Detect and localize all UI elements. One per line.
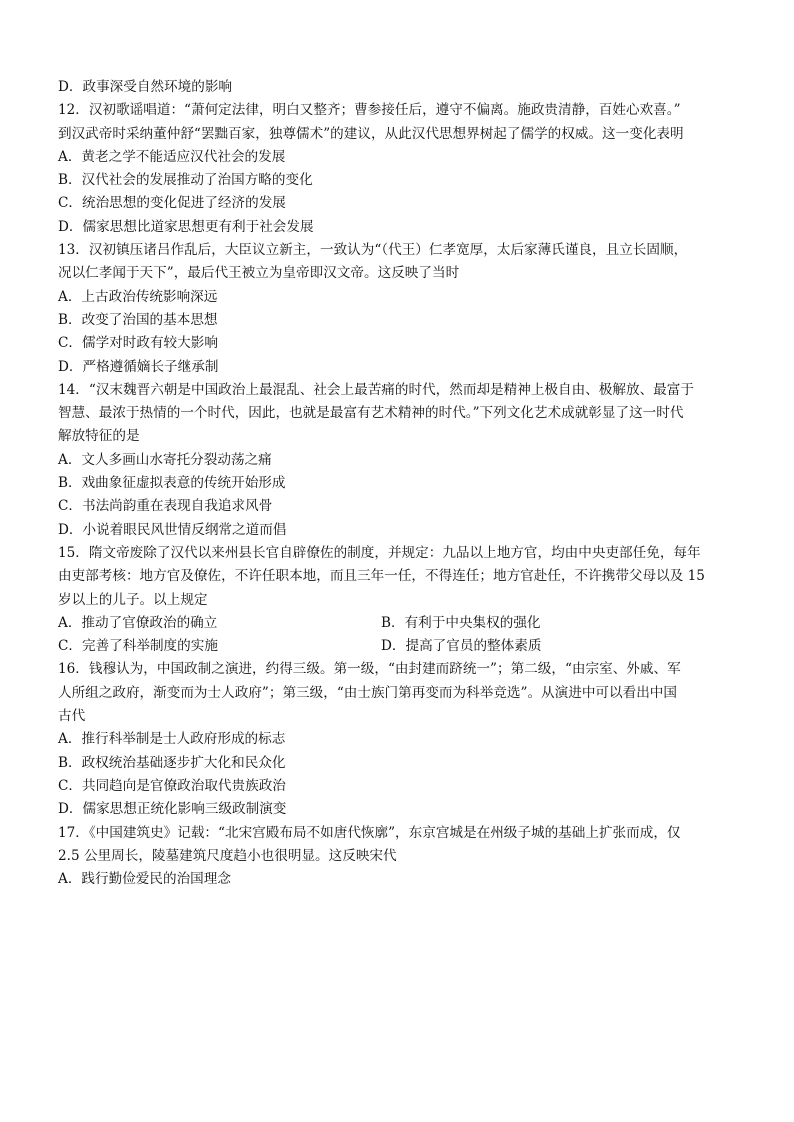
q11-option-d: D．政事深受自然环境的影响 xyxy=(58,79,233,95)
q15-options-row-2 xyxy=(58,635,748,658)
q14-option-a: A．文人多画山水寄托分裂动荡之痛 xyxy=(58,451,272,468)
q14-stem-line-2: 智慧、最浓于热情的一个时代，因此，也就是最富有艺术精神的时代。”下列文化艺术成就彰显了这一时代 xyxy=(58,405,684,422)
q16-stem-line-3: 古代 xyxy=(58,708,86,725)
q15-options-row-1 xyxy=(58,612,748,635)
q16-stem-line-1: 16．钱穆认为，中国政制之演进，约得三级。第一级，“由封建而跻统一”；第二级，“由宗室、外戚、军 xyxy=(58,661,681,678)
q15-option-a: A．推动了官僚政治的确立 xyxy=(58,614,218,631)
q17-stem-line-1: 17．《中国建筑史》记载：“北宋宫殿布局不如唐代恢廓”，东京宫城是在州级子城的基础上扩张而成，仅 xyxy=(58,824,681,841)
q13-option-d: D．严格遵循嫡长子继承制 xyxy=(58,358,219,375)
q16-option-d: D．儒家思想正统化影响三级政制演变 xyxy=(58,801,287,818)
q15-option-c: C．完善了科举制度的实施 xyxy=(58,638,218,655)
q15-stem-line-3: 岁以上的儿子。以上规定 xyxy=(58,591,208,608)
q13-option-c: C．儒学对时政有较大影响 xyxy=(58,335,218,352)
q14-stem-line-3: 解放特征的是 xyxy=(58,428,140,445)
q17-stem-line-2: 2.5 公里周长，陵墓建筑尺度趋小也很明显。这反映宋代 xyxy=(58,847,397,864)
q12-option-a: A．黄老之学不能适应汉代社会的发展 xyxy=(58,148,286,165)
q13-option-b: B．改变了治国的基本思想 xyxy=(58,311,218,328)
q16-stem-line-2: 人所组之政府，渐变而为士人政府”；第三级，“由士族门第再变而为科举竞选”。从演进中可以看出中国 xyxy=(58,684,677,701)
q15-option-d: D．提高了官员的整体素质 xyxy=(381,638,542,655)
q14-stem-line-1: 14．“汉末魏晋六朝是中国政治上最混乱、社会上最苦痛的时代，然而却是精神上极自由、极解放、最富于 xyxy=(58,381,694,398)
page-content xyxy=(58,76,748,891)
q12-option-c: C．统治思想的变化促进了经济的发展 xyxy=(58,195,286,212)
q15-stem-line-2: 由吏部考核：地方官及僚佐，不许任职本地，而且三年一任，不得连任；地方官赴任，不许携带父母以及 15 xyxy=(58,568,705,585)
q12-option-d: D．儒家思想比道家思想更有利于社会发展 xyxy=(58,218,314,235)
q13-option-a: A．上古政治传统影响深远 xyxy=(58,288,218,305)
q17-option-a: A．践行勤俭爱民的治国理念 xyxy=(58,871,231,888)
q14-option-b: B．戏曲象征虚拟表意的传统开始形成 xyxy=(58,475,286,492)
q14-option-c: C．书法尚韵重在表现自我追求风骨 xyxy=(58,498,273,515)
q12-stem-line-2: 到汉武帝时采纳董仲舒“罢黜百家，独尊儒术”的建议，从此汉代思想界树起了儒学的权威。这一变化表明 xyxy=(58,125,684,142)
q13-stem-line-2: 况以仁孝闻于天下”，最后代王被立为皇帝即汉文帝。这反映了当时 xyxy=(58,265,460,282)
q16-option-c: C．共同趋向是官僚政治取代贵族政治 xyxy=(58,777,286,794)
q16-option-b: B．政权统治基础逐步扩大化和民众化 xyxy=(58,754,286,771)
q16-option-a: A．推行科举制是士人政府形成的标志 xyxy=(58,731,286,748)
q12-stem-line-1: 12．汉初歌谣唱道：“萧何定法律，明白又整齐；曹参接任后，遵守不偏离。施政贵清静，百姓心欢喜。” xyxy=(58,102,681,119)
q13-stem-line-1: 13．汉初镇压诸吕作乱后，大臣议立新主，一致认为“（代王）仁孝宽厚，太后家薄氏谨良，且立长固顺， xyxy=(58,242,688,259)
q14-option-d: D．小说着眼民风世情反纲常之道而倡 xyxy=(58,521,287,538)
q15-stem-line-1: 15．隋文帝废除了汉代以来州县长官自辟僚佐的制度，并规定：九品以上地方官，均由中央吏部任免，每年 xyxy=(58,544,701,561)
q15-option-b: B．有利于中央集权的强化 xyxy=(381,614,541,631)
q12-option-b: B．汉代社会的发展推动了治国方略的变化 xyxy=(58,172,313,189)
